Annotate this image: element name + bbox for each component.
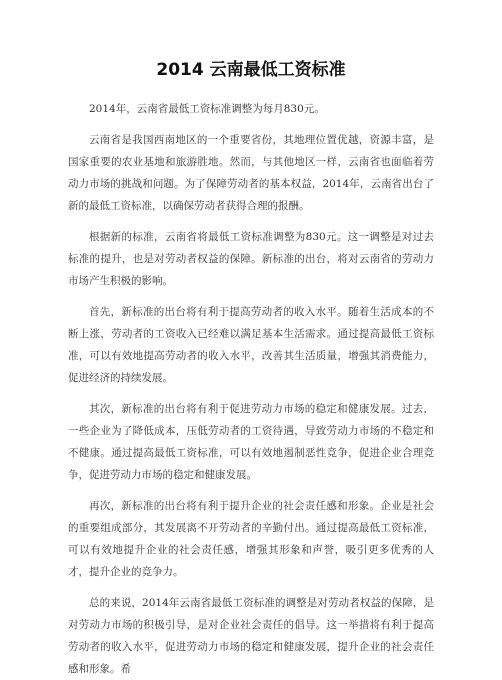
- paragraph-first-point: 首先，新标准的出台将有利于提高劳动者的收入水平。随着生活成本的不断上涨，劳动者的工资收入已经难以满足基本生活需求。通过提高最低工资标准，可以有效地提高劳动者的收入水平，改善其生活质量，增强其消费能力，促进经济的持续发展。: [68, 306, 434, 384]
- paragraph-third-point: 再次，新标准的出台将有利于提升企业的社会责任感和形象。企业是社会的重要组成部分，其发展离不开劳动者的辛勤付出。通过提高最低工资标准，可以有效地提升企业的社会责任感，增强其形象和声誉，吸引更多优秀的人才，提升企业的竞争力。: [68, 500, 434, 578]
- document-title: 2014 云南最低工资标准: [156, 60, 346, 80]
- paragraph-intro: 2014年，云南省最低工资标准调整为每月830元。: [89, 103, 325, 115]
- paragraph-second-point: 其次，新标准的出台将有利于促进劳动力市场的稳定和健康发展。过去，一些企业为了降低成本，压低劳动者的工资待遇，导致劳动力市场的不稳定和不健康。通过提高最低工资标准，可以有效地遏制恶性竞争，促进企业合理竞争，促进劳动力市场的稳定和健康发展。: [68, 403, 434, 481]
- paragraph-background: 云南省是我国西南地区的一个重要省份，其地理位置优越，资源丰富，是国家重要的农业基地和旅游胜地。然而，与其他地区一样，云南省也面临着劳动力市场的挑战和问题。为了保障劳动者的基本权益，2014年，云南省出台了新的最低工资标准，以确保劳动者获得合理的报酬。: [68, 134, 434, 212]
- paragraph-new-standard: 根据新的标准，云南省将最低工资标准调整为830元。这一调整是对过去标准的提升，也是对劳动者权益的保障。新标准的出台，将对云南省的劳动力市场产生积极的影响。: [68, 231, 434, 287]
- paragraph-conclusion: 总的来说，2014年云南省最低工资标准的调整是对劳动者权益的保障，是对劳动力市场的积极引导，是对企业社会责任的倡导。这一举措将有利于提高劳动者的收入水平，促进劳动力市场的稳定和健康发展，提升企业的社会责任感和形象。希: [68, 597, 434, 675]
